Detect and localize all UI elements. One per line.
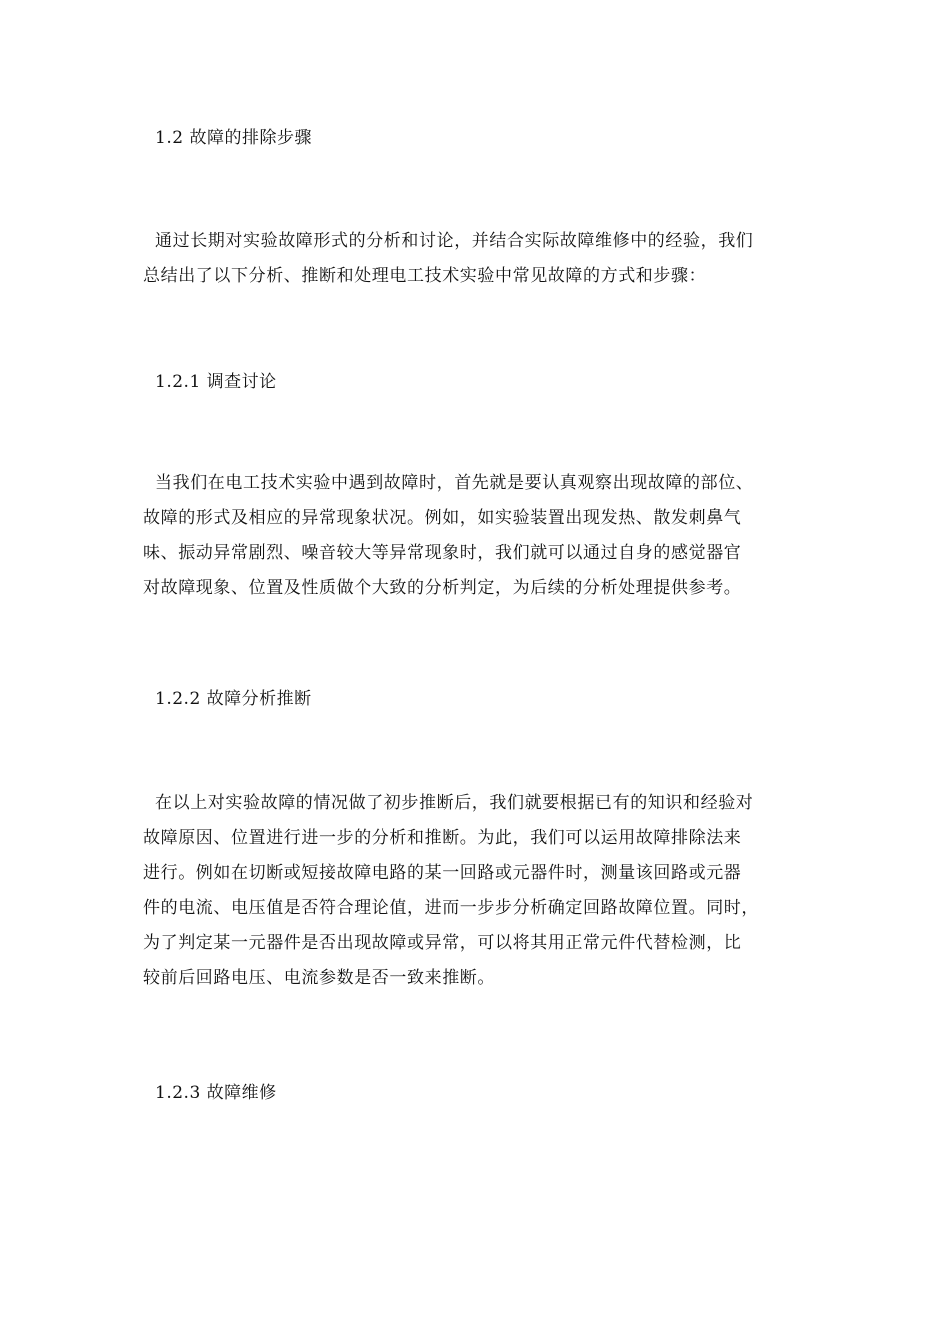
paragraph-line: 总结出了以下分析、推断和处理电工技术实验中常见故障的方式和步骤： [143,266,707,286]
paragraph-line: 为了判定某一元器件是否出现故障或异常，可以将其用正常元件代替检测，比 [143,933,742,953]
paragraph-fault-analysis [143,786,808,996]
paragraph-line: 较前后回路电压、电流参数是否一致来推断。 [143,968,495,988]
section-heading-1-2-3: 1.2.3 故障维修 [155,1083,277,1103]
paragraph-line: 故障原因、位置进行进一步的分析和推断。为此，我们可以运用故障排除法来 [143,828,742,848]
paragraph-line: 通过长期对实验故障形式的分析和讨论，并结合实际故障维修中的经验，我们 [155,231,754,251]
paragraph-investigation [143,466,808,606]
paragraph-line: 进行。例如在切断或短接故障电路的某一回路或元器件时，测量该回路或元器 [143,863,742,883]
paragraph-line: 在以上对实验故障的情况做了初步推断后，我们就要根据已有的知识和经验对 [155,793,754,813]
paragraph-troubleshooting-steps [143,224,808,294]
paragraph-line: 故障的形式及相应的异常现象状况。例如，如实验装置出现发热、散发刺鼻气 [143,508,742,528]
paragraph-line: 件的电流、电压值是否符合理论值，进而一步步分析确定回路故障位置。同时， [143,898,759,918]
section-heading-1-2-1: 1.2.1 调查讨论 [155,372,277,392]
paragraph-line: 对故障现象、位置及性质做个大致的分析判定，为后续的分析处理提供参考。 [143,578,742,598]
paragraph-line: 当我们在电工技术实验中遇到故障时，首先就是要认真观察出现故障的部位、 [155,473,754,493]
section-heading-1-2-2: 1.2.2 故障分析推断 [155,689,312,709]
paragraph-line: 味、振动异常剧烈、噪音较大等异常现象时，我们就可以通过自身的感觉器官 [143,543,742,563]
section-heading-1-2: 1.2 故障的排除步骤 [155,128,312,148]
